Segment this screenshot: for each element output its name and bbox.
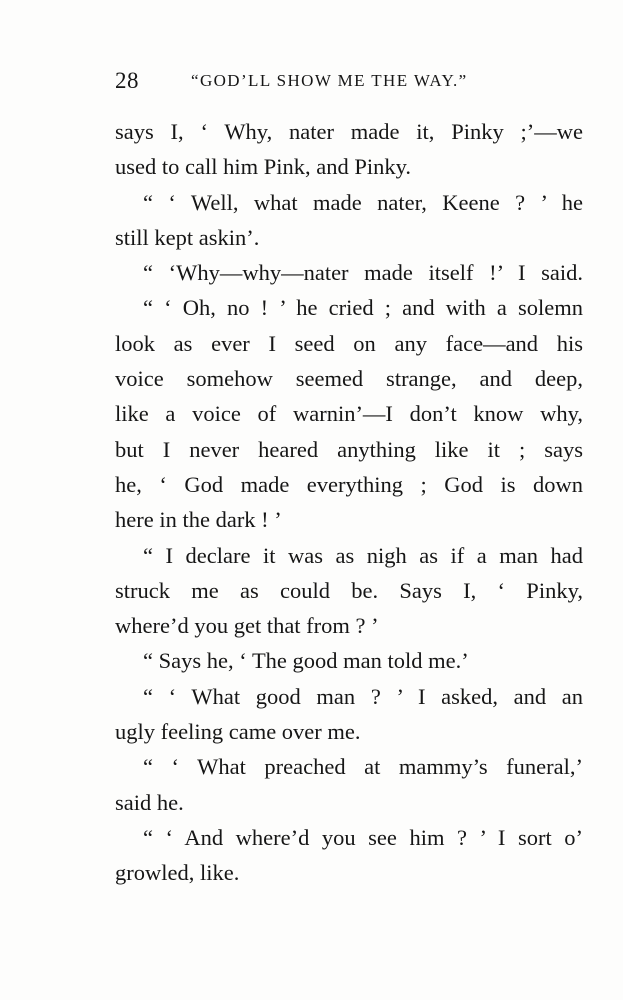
text-line: “ ‘ Oh, no ! ’ he cried ; and with a solemn: [143, 295, 583, 321]
text-line: growled, like.: [115, 860, 240, 886]
text-line: like a voice of warnin’—I don’t know why,: [115, 401, 583, 427]
text-line: “ Says he, ‘ The good man told me.’: [143, 648, 469, 674]
text-line: “ ‘ Well, what made nater, Keene ? ’ he: [143, 189, 583, 215]
text-line: used to call him Pink, and Pinky.: [115, 154, 412, 180]
text-line: ugly feeling came over me.: [115, 719, 361, 745]
text-line: “ ‘ What preached at mammy’s funeral,’: [143, 754, 583, 780]
text-line: says I, ‘ Why, nater made it, Pinky ;’—we: [115, 119, 583, 144]
text-line: “ ‘Why—why—nater made itself !’ I said.: [143, 260, 583, 286]
text-line: but I never heared anything like it ; says: [115, 436, 583, 462]
text-line: struck me as could be. Says I, ‘ Pinky,: [115, 577, 583, 603]
text-line: here in the dark ! ’: [115, 507, 282, 533]
running-head: “GOD’LL SHOW ME THE WAY.”: [191, 71, 468, 90]
text-line: “ ‘ What good man ? ’ I asked, and an: [143, 683, 583, 709]
text-line: voice somehow seemed strange, and deep,: [115, 366, 583, 392]
page-number: 28: [115, 68, 139, 93]
text-line: “ I declare it was as nigh as if a man had: [143, 542, 583, 568]
body-text: [115, 114, 583, 891]
text-line: “ ‘ And where’d you see him ? ’ I sort o’: [143, 824, 583, 850]
text-line: still kept askin’.: [115, 224, 260, 250]
text-line: said he.: [115, 789, 184, 815]
text-line: he, ‘ God made everything ; God is down: [115, 471, 583, 497]
text-line: look as ever I seed on any face—and his: [115, 330, 583, 356]
text-line: where’d you get that from ? ’: [115, 613, 379, 639]
page-header: [115, 68, 585, 94]
